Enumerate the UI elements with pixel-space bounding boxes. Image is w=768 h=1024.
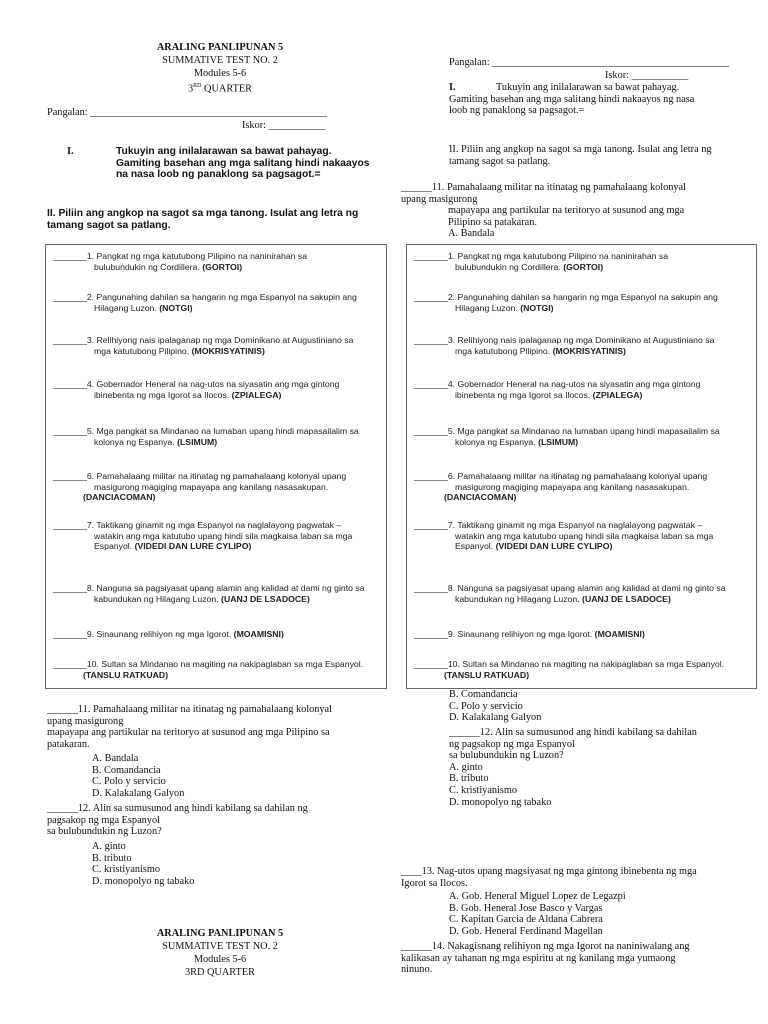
box-item-text: Espanyol. bbox=[94, 541, 133, 551]
box-item bbox=[414, 471, 744, 503]
left-q12-options bbox=[92, 841, 194, 887]
box-item bbox=[53, 292, 383, 313]
right-q11-line: mapayapa ang partikular na teritoryo at susunod ang mga bbox=[448, 205, 685, 217]
right-q11-line: ______11. Pamahalaang militar na itinatag ng pamahalaang kolonyal bbox=[401, 182, 686, 193]
right-part1-line: Gamiting basehan ang mga salitang hindi nakaayos ng nasa bbox=[449, 93, 695, 105]
right-part1-line: Tukuyin ang inilalarawan sa bawat pahayag. bbox=[496, 82, 680, 93]
box-item-line bbox=[53, 594, 383, 605]
box-item-text: Mga pangkat sa Mindanao na lumaban upang hindi mapasailalim sa bbox=[96, 426, 359, 436]
box-item-line bbox=[53, 629, 383, 640]
answer-blank[interactable]: _______1. bbox=[414, 251, 456, 261]
box-item-line bbox=[414, 471, 744, 482]
right-part2-line: tamang sagot sa patlang. bbox=[449, 155, 551, 167]
box-item-text: bulubundukin ng Cordillera. bbox=[94, 261, 200, 272]
box-item-line bbox=[53, 262, 383, 273]
box-item bbox=[414, 379, 744, 400]
footer-modules: Modules 5-6 bbox=[193, 954, 247, 965]
scrambled-clue: (UANJ DE LSADOCE) bbox=[221, 593, 310, 604]
box-item-line bbox=[414, 670, 744, 681]
box-item-text: Pamahalaang militar na itinatag ng pamahalaang kolonyal upang bbox=[457, 471, 708, 481]
left-q11-line: ______11. Pamahalaang militar na itinatag ng pamahalaang kolonyal bbox=[47, 704, 332, 715]
option-b: B. Comandancia bbox=[449, 689, 518, 700]
answer-blank[interactable]: _______7. bbox=[414, 520, 456, 530]
box-item bbox=[414, 659, 744, 680]
right-q11-options bbox=[449, 689, 541, 724]
option-a: A. ginto bbox=[449, 761, 483, 773]
box-item-line bbox=[53, 379, 383, 390]
left-score-field[interactable]: Iskor: ___________ bbox=[242, 120, 326, 131]
box-item-line bbox=[414, 346, 744, 357]
box-item bbox=[414, 335, 744, 356]
box-item bbox=[53, 583, 383, 604]
box-item-line bbox=[53, 583, 383, 594]
right-q12-line: ______12. Alin sa sumusunod ang hindi kabilang sa dahilan bbox=[449, 727, 697, 738]
right-name-field[interactable]: Pangalan: ______________________________________________ bbox=[449, 57, 730, 68]
box-item-line bbox=[414, 303, 744, 314]
answer-blank[interactable]: _______3. bbox=[414, 335, 456, 345]
left-name-field[interactable]: Pangalan: ______________________________________________ bbox=[47, 107, 328, 118]
box-item bbox=[414, 426, 744, 447]
box-item-text: masigurong magiging mapayapa ang kanilang nasasakupan. bbox=[94, 481, 329, 492]
left-part1-instructions bbox=[116, 146, 406, 181]
left-header-modules: Modules 5-6 bbox=[193, 68, 247, 79]
answer-blank[interactable]: _______5. bbox=[414, 426, 456, 436]
box-item-text: kabundukan ng Hilagang Luzon. bbox=[455, 593, 580, 604]
box-item-line bbox=[53, 390, 383, 401]
box-item-text: Gobernador Heneral na nag-utos na siyasatin ang mga gintong bbox=[457, 379, 701, 389]
box-item bbox=[414, 292, 744, 313]
left-header-test: SUMMATIVE TEST NO. 2 bbox=[162, 55, 278, 66]
scrambled-clue: (MOKRISYATINIS) bbox=[552, 345, 626, 356]
box-item bbox=[414, 520, 744, 552]
box-item-line bbox=[414, 437, 744, 448]
answer-blank[interactable]: _______6. bbox=[414, 471, 456, 481]
box-item-line bbox=[414, 292, 744, 303]
box-item-line bbox=[414, 482, 744, 493]
box-item-text: kolonya ng Espanya. bbox=[455, 436, 536, 447]
option-b: B. Gob. Heneral Jose Basco y Vargas bbox=[449, 902, 603, 914]
quarter-number: 3 bbox=[187, 83, 194, 95]
left-q11-line: patakaran. bbox=[47, 738, 90, 750]
option-d: D. monopolyo ng tabako bbox=[92, 875, 195, 887]
box-item-line bbox=[414, 426, 744, 437]
box-item-line bbox=[53, 541, 383, 552]
left-q12 bbox=[47, 803, 387, 838]
option-c: C. kristiyanismo bbox=[92, 864, 161, 876]
box-item-line bbox=[53, 346, 383, 357]
box-item-text: masigurong magiging mapayapa ang kanilang nasasakupan. bbox=[455, 481, 690, 492]
left-q11-line: upang masigurong bbox=[47, 715, 124, 727]
box-item-text: Relihiyong nais ipalaganap ng mga Dominikano at Augustiniano sa bbox=[457, 335, 715, 345]
option-b: B. Comandancia bbox=[92, 764, 161, 776]
box-item-line bbox=[414, 262, 744, 273]
box-item-text: kolonya ng Espanya. bbox=[94, 436, 175, 447]
right-part2-instructions bbox=[449, 144, 759, 167]
right-q11-line: Pilipino sa patakaran. bbox=[448, 216, 537, 228]
answer-blank[interactable]: _______5. bbox=[53, 426, 95, 436]
scrambled-clue: (VIDEDI DAN LURE CYLIPO) bbox=[495, 541, 613, 551]
option-b: B. tributo bbox=[92, 852, 132, 864]
option-b: B. tributo bbox=[449, 773, 489, 785]
box-item bbox=[53, 659, 383, 680]
right-q13-options bbox=[449, 891, 626, 937]
right-part1-numeral: I. bbox=[449, 82, 456, 93]
right-part1-instructions bbox=[449, 82, 759, 117]
left-part2-line: tamang sagot sa patlang. bbox=[47, 219, 171, 231]
scrambled-clue: (ZPIALEGA) bbox=[231, 389, 282, 400]
left-q12-line: ______12. Alin sa sumusunod ang hindi kabilang sa dahilan ng bbox=[47, 803, 308, 814]
right-q13 bbox=[401, 866, 761, 889]
scrambled-clue: (TANSLU RATKUAD) bbox=[83, 669, 169, 680]
box-item bbox=[53, 251, 383, 272]
scrambled-clue: (MOKRISYATINIS) bbox=[191, 345, 265, 356]
box-item-line bbox=[53, 426, 383, 437]
box-item-line bbox=[414, 335, 744, 346]
right-q12-line: ng pagsakop ng mga Espanyol bbox=[449, 738, 575, 750]
right-q14-line: ninuno. bbox=[401, 964, 433, 976]
option-a: A. Bandala bbox=[448, 228, 495, 240]
box-item bbox=[53, 335, 383, 356]
box-item-text: watakin ang mga katutubo upang hindi sila magkaisa laban sa mga bbox=[94, 530, 353, 541]
right-part2-line: II. Piliin ang angkop na sagot sa mga tanong. Isulat ang letra ng bbox=[449, 144, 712, 155]
option-a: A. Bandala bbox=[92, 753, 139, 764]
box-item-text: Espanyol. bbox=[455, 541, 494, 551]
box-item-text: Nanguna sa pagsiyasat upang alamin ang kalidad at dami ng ginto sa bbox=[457, 583, 726, 593]
box-item bbox=[53, 379, 383, 400]
scrambled-clue: (NOTGI) bbox=[159, 302, 193, 313]
answer-blank[interactable]: _______8. bbox=[53, 583, 95, 593]
box-item-text: Taktikang ginamit ng mga Espanyol na naglalayong pagwatak – bbox=[457, 520, 703, 530]
left-q12-line: sa bulubundukin ng Luzon? bbox=[47, 826, 162, 838]
box-item bbox=[414, 629, 744, 640]
scrambled-clue: (MOAMISNI) bbox=[233, 629, 284, 639]
box-item bbox=[414, 251, 744, 272]
right-part1-line: loob ng panaklong sa pagsagot.= bbox=[449, 105, 585, 117]
option-c: C. kristiyanismo bbox=[449, 784, 518, 796]
answer-blank[interactable]: _______3. bbox=[53, 335, 95, 345]
quarter-superscript: RD bbox=[193, 83, 202, 89]
option-a: A. Gob. Heneral Miguel Lopez de Legazpi bbox=[449, 891, 626, 902]
box-item-text: Hilagang Luzon. bbox=[94, 302, 157, 313]
right-q12-line: sa bulubundukin ng Luzon? bbox=[449, 750, 564, 762]
footer-subject: ARALING PANLIPUNAN 5 bbox=[156, 928, 284, 939]
box-item-line bbox=[53, 471, 383, 482]
box-item-text: Sultan sa Mindanao na magiting na nakipaglaban sa mga Espanyol. bbox=[101, 659, 364, 669]
box-item bbox=[53, 629, 383, 640]
box-item-text: mga katutubong Pilipino. bbox=[455, 345, 551, 356]
box-item-text: Pangkat ng mga katutubong Pilipino na naninirahan sa bbox=[96, 251, 308, 261]
answer-blank[interactable]: _______4. bbox=[53, 379, 95, 389]
scrambled-clue: (ZPIALEGA) bbox=[592, 389, 643, 400]
footer-test: SUMMATIVE TEST NO. 2 bbox=[162, 941, 278, 952]
box-item-text: Pamahalaang militar na itinatag ng pamahalaang kolonyal upang bbox=[96, 471, 347, 481]
option-d: D. Kalakalang Galyon bbox=[449, 712, 542, 724]
box-item-line bbox=[53, 670, 383, 681]
box-item-text: Relihiyong nais ipalaganap ng mga Dominikano at Augustiniano sa bbox=[96, 335, 354, 345]
box-item-line bbox=[414, 531, 744, 542]
left-part1-line: Tukuyin ang inilalarawan sa bawat pahayag. bbox=[116, 146, 332, 157]
box-item-line bbox=[53, 437, 383, 448]
box-item-text: mga katutubong Pilipino. bbox=[94, 345, 190, 356]
box-item-line bbox=[53, 492, 383, 503]
box-item-text: Pangkat ng mga katutubong Pilipino na naninirahan sa bbox=[457, 251, 669, 261]
box-item-line bbox=[414, 583, 744, 594]
left-part2-line: II. Piliin ang angkop na sagot sa mga tanong. Isulat ang letra ng bbox=[47, 208, 359, 219]
box-item-line bbox=[414, 251, 744, 262]
left-part1-line: Gamiting basehan ang mga salitang hindi nakaayos bbox=[116, 157, 370, 169]
option-c: C. Kapitan Garcia de Aldana Cabrera bbox=[449, 914, 603, 926]
box-item-line bbox=[414, 379, 744, 390]
answer-blank[interactable]: _______2. bbox=[53, 292, 95, 302]
answer-blank[interactable]: _______7. bbox=[53, 520, 95, 530]
right-q11 bbox=[401, 182, 761, 240]
box-item-line bbox=[414, 520, 744, 531]
scrambled-clue: (GORTOI) bbox=[563, 261, 604, 272]
right-q12 bbox=[449, 727, 759, 808]
box-item-text: Sinaunang relihiyon ng mga Igorot. bbox=[96, 629, 232, 639]
answer-blank[interactable]: _______6. bbox=[53, 471, 95, 481]
box-item-line bbox=[414, 659, 744, 670]
box-item-line bbox=[53, 292, 383, 303]
right-question-box bbox=[406, 244, 757, 689]
option-d: D. monopolyo ng tabako bbox=[449, 796, 552, 808]
box-item-text: Pangunahing dahilan sa hangarin ng mga Espanyol na sakupin ang bbox=[96, 292, 357, 302]
option-a: A. ginto bbox=[92, 841, 126, 852]
answer-blank[interactable]: _______4. bbox=[414, 379, 456, 389]
scrambled-clue: (VIDEDI DAN LURE CYLIPO) bbox=[134, 541, 252, 551]
quarter-word: QUARTER bbox=[201, 83, 253, 95]
right-q14-line: kalikasan ay tahanan ng mga espiritu at ng kanilang mga yumaong bbox=[401, 952, 676, 964]
box-item-text: Taktikang ginamit ng mga Espanyol na naglalayong pagwatak – bbox=[96, 520, 342, 530]
box-item bbox=[53, 471, 383, 503]
answer-blank[interactable]: _______9. bbox=[414, 629, 456, 639]
option-d: D. Kalakalang Galyon bbox=[92, 787, 185, 799]
box-item bbox=[53, 426, 383, 447]
footer-quarter: 3RD QUARTER bbox=[184, 967, 256, 978]
left-part1-numeral: I. bbox=[67, 146, 74, 157]
right-q14 bbox=[401, 941, 761, 976]
box-item-line bbox=[414, 594, 744, 605]
scrambled-clue: (GORTOI) bbox=[202, 261, 243, 272]
left-header-subject: ARALING PANLIPUNAN 5 bbox=[156, 42, 284, 53]
box-item-line bbox=[53, 303, 383, 314]
box-item-text: ibinebenta ng mga Igorot sa Ilocos. bbox=[455, 389, 591, 400]
right-q11-line: upang masigurong bbox=[401, 193, 478, 205]
left-q11-line: mapayapa ang partikular na teritoryo at susunod ang mga Pilipino sa bbox=[47, 727, 330, 739]
right-q14-line: ______14. Nakagisnang relihiyon ng mga Igorot na naniniwalang ang bbox=[401, 941, 690, 952]
left-q12-line: pagsakop ng mga Espanyol bbox=[47, 814, 160, 826]
box-item-line bbox=[414, 541, 744, 552]
right-score-field[interactable]: Iskor: ___________ bbox=[605, 70, 689, 81]
box-item-text: Nanguna sa pagsiyasat upang alamin ang kalidad at dami ng ginto sa bbox=[96, 583, 365, 593]
box-item-text: Pangunahing dahilan sa hangarin ng mga Espanyol na sakupin ang bbox=[457, 292, 718, 302]
box-item-text: kabundukan ng Hilagang Luzon. bbox=[94, 593, 219, 604]
box-item-line bbox=[53, 520, 383, 531]
scrambled-clue: (LSIMUM) bbox=[177, 436, 218, 447]
scrambled-clue: (UANJ DE LSADOCE) bbox=[582, 593, 671, 604]
box-item-line bbox=[53, 251, 383, 262]
scrambled-clue: (MOAMISNI) bbox=[594, 629, 645, 639]
box-item bbox=[53, 520, 383, 552]
box-item-line bbox=[53, 531, 383, 542]
box-item-line bbox=[53, 482, 383, 493]
box-item-line bbox=[414, 492, 744, 503]
answer-blank[interactable]: _______8. bbox=[414, 583, 456, 593]
answer-blank[interactable]: _______1. bbox=[53, 251, 95, 261]
box-item-line bbox=[414, 629, 744, 640]
answer-blank[interactable]: _______9. bbox=[53, 629, 95, 639]
scrambled-clue: (NOTGI) bbox=[520, 302, 554, 313]
answer-blank[interactable]: _______2. bbox=[414, 292, 456, 302]
box-item-text: Sultan sa Mindanao na magiting na nakipaglaban sa mga Espanyol. bbox=[462, 659, 725, 669]
box-item bbox=[414, 583, 744, 604]
box-item-line bbox=[53, 659, 383, 670]
left-part1-line: na nasa loob ng panaklong sa pagsagot.= bbox=[116, 169, 321, 181]
left-question-box bbox=[45, 244, 387, 689]
left-q11 bbox=[47, 704, 387, 750]
option-c: C. Polo y servicio bbox=[449, 700, 523, 712]
answer-blank[interactable]: _______10. bbox=[414, 659, 460, 669]
scrambled-clue: (LSIMUM) bbox=[538, 436, 579, 447]
scrambled-clue: (DANCIACOMAN) bbox=[83, 492, 156, 502]
box-item-text: ibinebenta ng mga Igorot sa Ilocos. bbox=[94, 389, 230, 400]
box-item-text: Hilagang Luzon. bbox=[455, 302, 518, 313]
scrambled-clue: (DANCIACOMAN) bbox=[444, 492, 517, 502]
answer-blank[interactable]: _______10. bbox=[53, 659, 99, 669]
left-q11-options bbox=[92, 753, 184, 799]
box-item-text: watakin ang mga katutubo upang hindi sila magkaisa laban sa mga bbox=[455, 530, 714, 541]
left-part2-instructions bbox=[47, 208, 377, 231]
box-item-text: Gobernador Heneral na nag-utos na siyasatin ang mga gintong bbox=[96, 379, 340, 389]
box-item-line bbox=[53, 335, 383, 346]
right-q13-line: Igorot sa Ilocos. bbox=[401, 877, 468, 889]
box-item-text: Sinaunang relihiyon ng mga Igorot. bbox=[457, 629, 593, 639]
box-item-text: bulubundukin ng Cordillera. bbox=[455, 261, 561, 272]
right-q13-line: ____13. Nag-utos upang magsiyasat ng mga gintong ibinebenta ng mga bbox=[401, 866, 697, 877]
box-item-text: Mga pangkat sa Mindanao na lumaban upang hindi mapasailalim sa bbox=[457, 426, 720, 436]
option-c: C. Polo y servicio bbox=[92, 776, 166, 788]
left-header-quarter bbox=[40, 81, 400, 95]
scrambled-clue: (TANSLU RATKUAD) bbox=[444, 669, 530, 680]
box-item-line bbox=[414, 390, 744, 401]
option-d: D. Gob. Heneral Ferdinand Magellan bbox=[449, 925, 603, 937]
